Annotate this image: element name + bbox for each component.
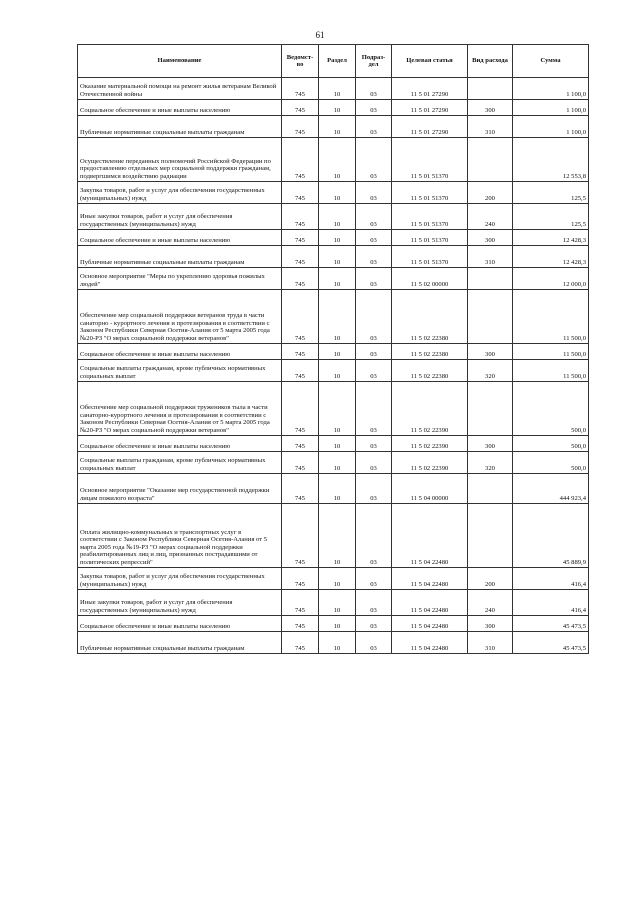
table-row (78, 290, 589, 344)
row-name-cell: Иные закупки товаров, работ и услуг для обеспечения государственных (муниципальных) нужд (78, 590, 282, 616)
row-department-cell: 745 (282, 246, 319, 268)
row-name-cell: Социальные выплаты гражданам, кроме публичных нормативных социальных выплат (78, 452, 282, 474)
header-expense-type: Вид расхода (468, 45, 513, 78)
table-row (78, 230, 589, 246)
row-expense-type-cell: 310 (468, 632, 513, 654)
row-expense-type-cell (468, 382, 513, 436)
row-department-cell: 745 (282, 138, 319, 182)
row-subsection-cell: 03 (356, 360, 392, 382)
row-name-cell: Осуществление переданных полномочий Российской Федерации по предоставлению отдельных мер социальной поддержки гражданам, подвергшимся воздействию радиации (78, 138, 282, 182)
table-row (78, 474, 589, 504)
row-amount-cell: 416,4 (513, 568, 589, 590)
row-subsection-cell: 03 (356, 138, 392, 182)
row-expense-type-cell: 300 (468, 344, 513, 360)
row-expense-type-cell (468, 290, 513, 344)
row-section-cell: 10 (319, 344, 356, 360)
table-row (78, 100, 589, 116)
row-expense-type-cell (468, 474, 513, 504)
row-amount-cell: 500,0 (513, 436, 589, 452)
row-expense-type-cell: 320 (468, 452, 513, 474)
row-section-cell: 10 (319, 182, 356, 204)
row-target-item-cell: 11 5 04 00000 (392, 474, 468, 504)
row-amount-cell: 500,0 (513, 452, 589, 474)
row-name-cell: Основное мероприятие "Меры по укреплению здоровья пожилых людей" (78, 268, 282, 290)
row-department-cell: 745 (282, 182, 319, 204)
page-number: 61 (315, 30, 325, 40)
row-expense-type-cell: 310 (468, 246, 513, 268)
row-expense-type-cell (468, 78, 513, 100)
row-target-item-cell: 11 5 04 22480 (392, 590, 468, 616)
row-section-cell: 10 (319, 78, 356, 100)
row-subsection-cell: 03 (356, 382, 392, 436)
row-amount-cell: 12 428,3 (513, 230, 589, 246)
row-subsection-cell: 03 (356, 204, 392, 230)
row-amount-cell: 45 473,5 (513, 616, 589, 632)
table-row (78, 268, 589, 290)
row-section-cell: 10 (319, 100, 356, 116)
row-target-item-cell: 11 5 01 51370 (392, 182, 468, 204)
table-row (78, 182, 589, 204)
table-row (78, 246, 589, 268)
table-row (78, 138, 589, 182)
row-amount-cell: 11 500,0 (513, 360, 589, 382)
row-expense-type-cell: 310 (468, 116, 513, 138)
row-section-cell: 10 (319, 568, 356, 590)
row-target-item-cell: 11 5 01 51370 (392, 204, 468, 230)
table-row (78, 568, 589, 590)
header-amount: Сумма (513, 45, 589, 78)
row-section-cell: 10 (319, 204, 356, 230)
row-department-cell: 745 (282, 474, 319, 504)
row-name-cell: Публичные нормативные социальные выплаты гражданам (78, 246, 282, 268)
row-target-item-cell: 11 5 02 22380 (392, 360, 468, 382)
table-body (78, 78, 589, 654)
row-target-item-cell: 11 5 02 22390 (392, 382, 468, 436)
row-target-item-cell: 11 5 04 22480 (392, 632, 468, 654)
row-section-cell: 10 (319, 504, 356, 568)
row-subsection-cell: 03 (356, 230, 392, 246)
row-target-item-cell: 11 5 02 00000 (392, 268, 468, 290)
row-department-cell: 745 (282, 230, 319, 246)
row-target-item-cell: 11 5 01 51370 (392, 138, 468, 182)
row-amount-cell: 416,4 (513, 590, 589, 616)
header-department: Ведомст-во (282, 45, 319, 78)
row-name-cell: Оплата жилищно-коммунальных и транспортных услуг в соответствии с Законом Республики Северная Осетия-Алания от 5 марта 2005 года №19-РЗ "О мерах социальной поддержки реабилитированных лиц и лиц, признанных пострадавшими от политических репрессий" (78, 504, 282, 568)
row-expense-type-cell (468, 268, 513, 290)
table-header (78, 45, 589, 78)
row-department-cell: 745 (282, 452, 319, 474)
row-expense-type-cell: 200 (468, 182, 513, 204)
row-name-cell: Обеспечение мер социальной поддержки тружеников тыла в части санаторно-курортного лечения и протезирования в соответствии с Законом Республики Северная Осетия-Алания от 5 марта 2005 года №20-РЗ "О мерах социальной поддержки ветеранов" (78, 382, 282, 436)
row-expense-type-cell: 300 (468, 230, 513, 246)
row-department-cell: 745 (282, 290, 319, 344)
row-amount-cell: 1 100,0 (513, 116, 589, 138)
row-section-cell: 10 (319, 436, 356, 452)
row-section-cell: 10 (319, 616, 356, 632)
row-target-item-cell: 11 5 01 27290 (392, 100, 468, 116)
row-section-cell: 10 (319, 116, 356, 138)
row-department-cell: 745 (282, 116, 319, 138)
row-target-item-cell: 11 5 02 22380 (392, 344, 468, 360)
row-expense-type-cell: 320 (468, 360, 513, 382)
row-subsection-cell: 03 (356, 268, 392, 290)
row-name-cell: Оказание материальной помощи на ремонт жилья ветеранам Великой Отечественной войны (78, 78, 282, 100)
row-section-cell: 10 (319, 590, 356, 616)
row-target-item-cell: 11 5 01 51370 (392, 230, 468, 246)
row-section-cell: 10 (319, 246, 356, 268)
row-target-item-cell: 11 5 04 22480 (392, 568, 468, 590)
table-row (78, 452, 589, 474)
table-row (78, 360, 589, 382)
row-amount-cell: 11 500,0 (513, 290, 589, 344)
row-expense-type-cell (468, 504, 513, 568)
row-amount-cell: 45 889,9 (513, 504, 589, 568)
row-department-cell: 745 (282, 360, 319, 382)
row-department-cell: 745 (282, 100, 319, 116)
row-department-cell: 745 (282, 78, 319, 100)
row-section-cell: 10 (319, 382, 356, 436)
row-amount-cell: 45 473,5 (513, 632, 589, 654)
row-subsection-cell: 03 (356, 568, 392, 590)
row-expense-type-cell: 240 (468, 590, 513, 616)
row-section-cell: 10 (319, 360, 356, 382)
table-row (78, 436, 589, 452)
row-section-cell: 10 (319, 138, 356, 182)
table-row (78, 78, 589, 100)
row-department-cell: 745 (282, 616, 319, 632)
row-department-cell: 745 (282, 436, 319, 452)
row-amount-cell: 125,5 (513, 182, 589, 204)
row-name-cell: Социальное обеспечение и иные выплаты населению (78, 436, 282, 452)
table-row (78, 204, 589, 230)
row-expense-type-cell (468, 138, 513, 182)
row-name-cell: Иные закупки товаров, работ и услуг для обеспечения государственных (муниципальных) нужд (78, 204, 282, 230)
row-expense-type-cell: 300 (468, 616, 513, 632)
row-name-cell: Основное мероприятие "Оказание мер государственной поддержки лицам пожилого возраста" (78, 474, 282, 504)
row-name-cell: Социальное обеспечение и иные выплаты населению (78, 616, 282, 632)
table-row (78, 616, 589, 632)
table-row (78, 344, 589, 360)
row-subsection-cell: 03 (356, 116, 392, 138)
row-subsection-cell: 03 (356, 504, 392, 568)
row-name-cell: Социальное обеспечение и иные выплаты населению (78, 100, 282, 116)
row-amount-cell: 11 500,0 (513, 344, 589, 360)
row-name-cell: Закупка товаров, работ и услуг для обеспечения государственных (муниципальных) нужд (78, 568, 282, 590)
table-row (78, 116, 589, 138)
row-section-cell: 10 (319, 230, 356, 246)
row-subsection-cell: 03 (356, 616, 392, 632)
row-subsection-cell: 03 (356, 474, 392, 504)
row-name-cell: Социальное обеспечение и иные выплаты населению (78, 344, 282, 360)
row-name-cell: Публичные нормативные социальные выплаты гражданам (78, 632, 282, 654)
row-subsection-cell: 03 (356, 632, 392, 654)
row-section-cell: 10 (319, 474, 356, 504)
row-target-item-cell: 11 5 02 22390 (392, 452, 468, 474)
header-name: Наименование (78, 45, 282, 78)
row-amount-cell: 1 100,0 (513, 100, 589, 116)
row-name-cell: Социальное обеспечение и иные выплаты населению (78, 230, 282, 246)
row-department-cell: 745 (282, 382, 319, 436)
row-department-cell: 745 (282, 504, 319, 568)
row-target-item-cell: 11 5 01 27290 (392, 78, 468, 100)
row-name-cell: Публичные нормативные социальные выплаты гражданам (78, 116, 282, 138)
row-subsection-cell: 03 (356, 78, 392, 100)
row-expense-type-cell: 300 (468, 436, 513, 452)
row-amount-cell: 500,0 (513, 382, 589, 436)
row-target-item-cell: 11 5 02 22380 (392, 290, 468, 344)
table-row (78, 590, 589, 616)
header-section: Раздел (319, 45, 356, 78)
row-target-item-cell: 11 5 01 51370 (392, 246, 468, 268)
table-row (78, 504, 589, 568)
row-amount-cell: 1 100,0 (513, 78, 589, 100)
header-row (78, 45, 589, 78)
row-section-cell: 10 (319, 268, 356, 290)
row-department-cell: 745 (282, 590, 319, 616)
row-target-item-cell: 11 5 04 22480 (392, 504, 468, 568)
row-department-cell: 745 (282, 204, 319, 230)
row-section-cell: 10 (319, 632, 356, 654)
row-department-cell: 745 (282, 568, 319, 590)
row-amount-cell: 444 923,4 (513, 474, 589, 504)
table-row (78, 632, 589, 654)
row-subsection-cell: 03 (356, 590, 392, 616)
table-row (78, 382, 589, 436)
row-expense-type-cell: 200 (468, 568, 513, 590)
row-subsection-cell: 03 (356, 182, 392, 204)
row-subsection-cell: 03 (356, 452, 392, 474)
row-section-cell: 10 (319, 452, 356, 474)
row-name-cell: Социальные выплаты гражданам, кроме публичных нормативных социальных выплат (78, 360, 282, 382)
row-amount-cell: 12 553,8 (513, 138, 589, 182)
row-section-cell: 10 (319, 290, 356, 344)
header-target-item: Целевая статья (392, 45, 468, 78)
row-department-cell: 745 (282, 344, 319, 360)
row-expense-type-cell: 240 (468, 204, 513, 230)
row-subsection-cell: 03 (356, 436, 392, 452)
row-target-item-cell: 11 5 02 22390 (392, 436, 468, 452)
budget-table (77, 44, 589, 654)
row-expense-type-cell: 300 (468, 100, 513, 116)
row-amount-cell: 12 428,3 (513, 246, 589, 268)
row-subsection-cell: 03 (356, 246, 392, 268)
row-subsection-cell: 03 (356, 100, 392, 116)
row-subsection-cell: 03 (356, 290, 392, 344)
row-target-item-cell: 11 5 01 27290 (392, 116, 468, 138)
row-name-cell: Обеспечение мер социальной поддержки ветеранов труда в части санаторно - курортного лечения и протезирования в соответствии с Законом Республики Северная Осетия-Алания от 5 марта 2005 года №20-РЗ "О мерах социальной поддержки ветеранов" (78, 290, 282, 344)
row-target-item-cell: 11 5 04 22480 (392, 616, 468, 632)
row-department-cell: 745 (282, 632, 319, 654)
header-subsection: Подраз-дел (356, 45, 392, 78)
row-amount-cell: 12 000,0 (513, 268, 589, 290)
row-department-cell: 745 (282, 268, 319, 290)
row-subsection-cell: 03 (356, 344, 392, 360)
row-name-cell: Закупка товаров, работ и услуг для обеспечения государственных (муниципальных) нужд (78, 182, 282, 204)
row-amount-cell: 125,5 (513, 204, 589, 230)
